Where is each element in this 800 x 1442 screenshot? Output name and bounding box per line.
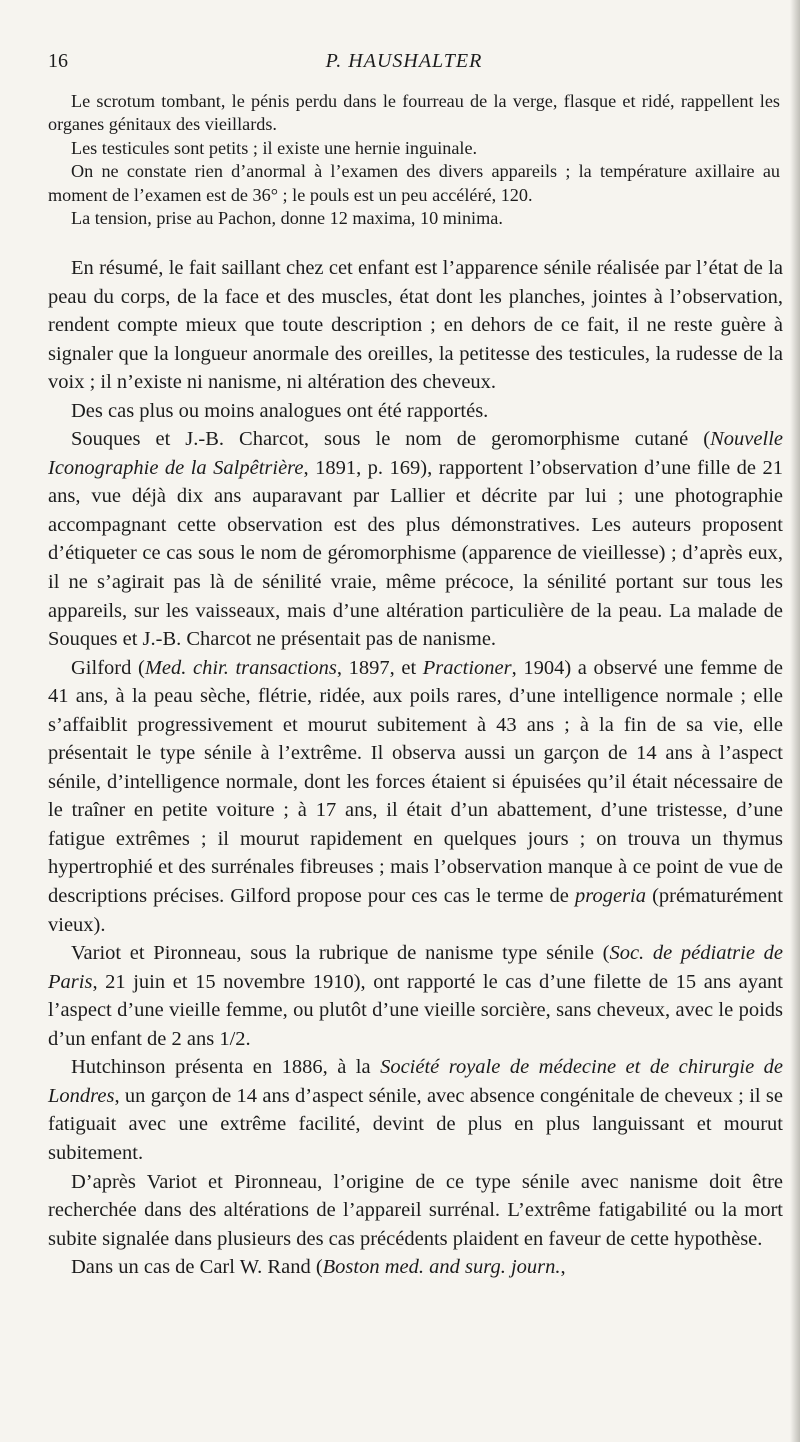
citation-title: Nouvelle Iconographie de la Salpêtrière — [48, 428, 783, 479]
citation-title: Société royale de médecine et de chirurgie de Londres — [48, 1056, 784, 1107]
citation-title: Soc. de pédiatrie de Paris — [48, 942, 783, 993]
paragraph-scrotum: Le scrotum tombant, le pénis perdu dans le fourreau de la verge, flasque et ridé, rappellent les organes génitaux des vieillards. — [48, 91, 780, 135]
page-header — [48, 50, 760, 78]
page-number: 16 — [48, 50, 68, 72]
citation-title: Boston med. and surg. journ. — [322, 1256, 561, 1279]
paragraph-variot-pironneau: Variot et Pironneau, sous la rubrique de nanisme type sénile (Soc. de pédiatrie de Paris, 21 juin et 15 novembre 1910), ont rapporté le cas d’une filette de 15 ans ayant l’aspect d’une vieille femme, ou plutôt d’une vieille sorcière, sans cheveux, avec le poids d’un enfant de 2 ans 1/2. — [48, 942, 783, 1050]
citation-title: Practioner — [422, 656, 512, 679]
small-print-section — [48, 90, 780, 230]
paragraph-testicules: Les testicules sont petits ; il existe une hernie inguinale. — [71, 137, 478, 158]
running-title: P. HAUSHALTER — [325, 50, 483, 72]
paragraph-resume: En résumé, le fait saillant chez cet enfant est l’apparence sénile réalisée par l’état de la peau du corps, de la face et des muscles, état dont les planches, jointes à l’observation, rendent compte mieux que toute description ; en dehors de ce fait, il ne reste guère à signaler que la longueur anormale des oreilles, la petitesse des testicules, la rudesse de la voix ; il n’existe ni nanisme, ni altération des cheveux. — [48, 257, 783, 394]
paragraph-examen: On ne constate rien d’anormal à l’examen des divers appareils ; la température axillaire au moment de l’examen est de 36° ; le pouls est un peu accéléré, 120. — [48, 161, 780, 205]
paragraph-souques-charcot: Souques et J.-B. Charcot, sous le nom de geromorphisme cutané (Nouvelle Iconographie de la Salpêtrière, 1891, p. 169), rapportent l’observation d’une fille de 21 ans, vue déjà dix ans auparavant par Lallier et décrite par lui ; une photographie accompagnant cette observation est des plus démonstratives. Les auteurs proposent d’étiqueter ce cas sous le nom de géromorphisme (apparence de vieillesse) ; d’après eux, il ne s’agirait pas là de sénilité vraie, même précoce, la sénilité portant sur tous les appareils, sur les vaisseaux, mais d’une altération particulière de la peau. La malade de Souques et J.-B. Charcot ne présentait pas de nanisme. — [48, 428, 783, 651]
paragraph-carl-rand: Dans un cas de Carl W. Rand (Boston med. and surg. journ., — [71, 1256, 566, 1279]
citation-title: Med. chir. transactions — [144, 656, 337, 679]
paragraph-hutchinson: Hutchinson présenta en 1886, à la Société royale de médecine et de chirurgie de Londres, un garçon de 14 ans d’aspect sénile, avec absence congénitale de cheveux ; il se fatiguait avec une extrême facilité, devint de plus en plus languissant et mourut subitement. — [48, 1056, 784, 1164]
paragraph-gilford: Gilford (Med. chir. transactions, 1897, et Practioner, 1904) a observé une femme de 41 ans, à la peau sèche, flétrie, ridée, aux poils rares, d’une intelligence normale ; elle s’affaiblit progressivement et mourut subitement à 43 ans ; à la fin de sa vie, elle présentait le type sénile à l’extrême. Il observa aussi un garçon de 14 ans à l’aspect sénile, d’intelligence normale, dont les forces étaient si épuisées qu’il était nécessaire de le traîner en petite voiture ; à 17 ans, il était d’un abattement, d’une tristesse, d’une fatigue extrêmes ; il mourut rapidement en quelques jours ; on trouva un thymus hypertrophié et des surrénales fibreuses ; mais l’observation manque à ce point de vue de descriptions précises. Gilford propose pour ces cas le terme de progeria (prématurément vieux). — [48, 656, 784, 936]
scan-edge-shadow — [790, 0, 800, 1442]
paragraph-hypothese: D’après Variot et Pironneau, l’origine de ce type sénile avec nanisme doit être recherchée dans des altérations de l’appareil surrénal. L’extrême fatigabilité ou la mort subite signalée dans plusieurs des cas précédents plaident en faveur de cette hypothèse. — [48, 1170, 783, 1250]
paragraph-cas-analogues: Des cas plus ou moins analogues ont été rapportés. — [71, 399, 489, 422]
main-text-section — [48, 254, 783, 1282]
paragraph-tension: La tension, prise au Pachon, donne 12 maxima, 10 minima. — [71, 208, 503, 229]
term-italic: progeria — [575, 885, 646, 908]
